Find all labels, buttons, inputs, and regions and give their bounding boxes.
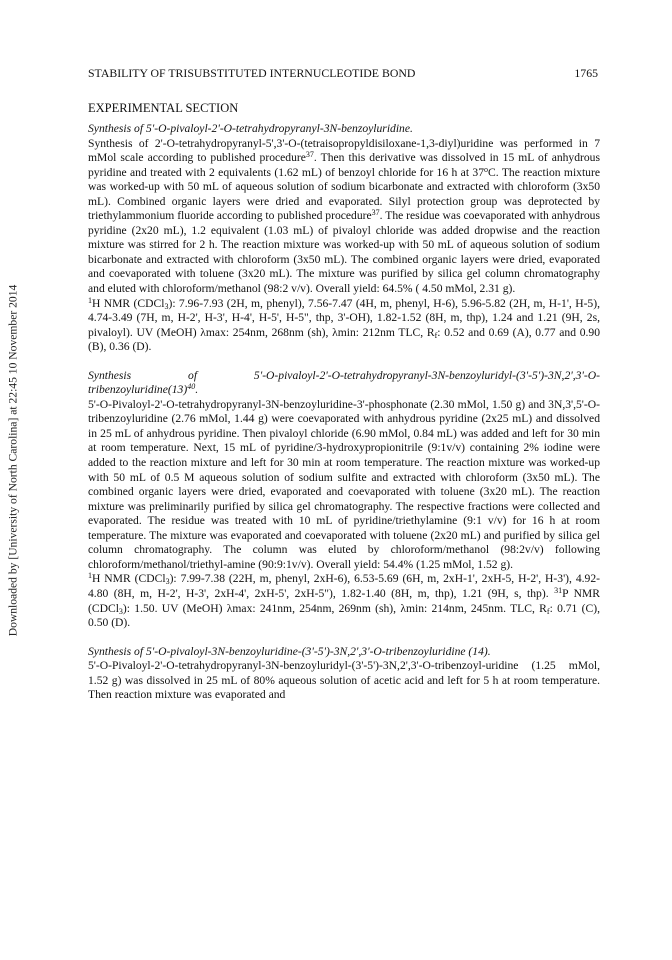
- nmr-data-1: $^1$H NMR (CDCl$_3$): 7.96-7.93 (2H, m, phenyl), 7.56-7.47 (4H, m, phenyl, H-6), 5.96-5.82 (2H, m, H-1', H-5), 4.74-3.49 (7H, m, H-2', H-3', H-4', H-5', H-5", thp, 3'-OH), 1.82-1.52 (8H, m, thp), 1.24 and 1.21 (9H, 2s, pivaloyl). UV (MeOH) λmax: 254nm, 268nm (sh), λmin: 212nm TLC, $R_f$: 0.52 and 0.69 (A), 0.77 and 0.90 (B), 0.36 (D).: [88, 295, 600, 354]
- section-heading: EXPERIMENTAL SECTION: [88, 101, 239, 115]
- subsection-title-2: Synthesis of $5'-O-pivaloyl-2'-O-tetrahydropyranyl-3N-benzoyluridyl-(3'-5')-3N,2',3'-O-tribenzoyluridine(13)^{40}$.: [88, 368, 600, 397]
- running-title: STABILITY OF TRISUBSTITUTED INTERNUCLEOTIDE BOND: [88, 66, 416, 80]
- article-body: [88, 122, 600, 703]
- reference-37: 37: [305, 150, 314, 160]
- procedure-paragraph-1: Synthesis of 2'-O-tetrahydropyranyl-5',3'-O-(tetraisopropyldisiloxane-1,3-diyl)uridine was performed in 7 mMol scale according to published procedure$^{37}$. Then this derivative was dissolved in 15 mL of anhydrous pyridine and treated with 2 equivalents (1.62 mL) of benzoyl chloride for 16 h at 37$^o$C. The reaction mixture was worked-up with 50 mL of aqueous solution of sodium bicarbonate and extracted with chloroform (3x50 mL). Combined organic layers were dried and evaporated. Silyl protection group was deprotected by triethylammonium fluoride according to published procedure$^{37}$. The residue was coevaporated with anhydrous pyridine (2x20 mL), 1.2 equivalent (1.03 mL) of pivaloyl chloride was added dropwise and the reaction mixture was stirred for 2 h. The reaction mixture was worked-up with 50 mL of aqueous solution of sodium bicarbonate and extracted with chloroform (3x50 mL). The combined organic layers were dried, evaporated and coevaporated with toluene (3x20 mL). The mixture was purified by silica gel column chromatography and eluted with chloroform/methanol (98:2 v/v). Overall yield: 64.5% ( 4.50 mMol, 2.31 g).: [88, 136, 600, 296]
- nmr-data-2: $^1$H NMR (CDCl$_3$): 7.99-7.38 (22H, m, phenyl, 2xH-6), 6.53-5.69 (6H, m, 2xH-1', 2xH-5, H-2', H-3'), 4.92-4.80 (8H, m, H-2', H-3', 2xH-4', 2xH-5', 2xH-5"), 1.82-1.40 (8H, m, thp), 1.21 (9H, s, thp). $^{31}$P NMR (CDCl$_3$): 1.50. UV (MeOH) λmax: 241nm, 254nm, 269nm (sh), λmin: 214nm, 245nm. TLC, $R_f$: 0.71 (C), 0.50 (D).: [88, 571, 600, 630]
- subsection-title-1: Synthesis of 5'-O-pivaloyl-2'-O-tetrahydropyranyl-3N-benzoyluridine.: [88, 122, 413, 135]
- reference-37b: 37: [371, 208, 380, 218]
- procedure-paragraph-3: 5'-O-Pivaloyl-2'-O-tetrahydropyranyl-3N-benzoyluridyl-(3'-5')-3N,2',3'-O-tribenzoyl-uridine (1.25 mMol, 1.52 g) was dissolved in 25 mL of 80% aqueous solution of acetic acid and left for 5 h at room temperature. Then reaction mixture was evaporated and: [88, 659, 600, 702]
- degree-sign: o: [484, 164, 489, 174]
- subsection-title-3: Synthesis of 5'-O-pivaloyl-3N-benzoyluridine-(3'-5')-3N,2',3'-O-tribenzoyluridine (14).: [88, 644, 491, 658]
- procedure-paragraph-2: 5'-O-Pivaloyl-2'-O-tetrahydropyranyl-3N-benzoyluridine-3'-phosphonate (2.30 mMol, 1.50 g) and 3N,3',5'-O-tribenzoyluridine (2.76 mMol, 1.44 g) were coevaporated with anhydrous pyridine (2x25 mL) and dissolved in 25 mL of anhydrous pyridine. Then pivaloyl chloride (6.90 mMol, 0.84 mL) was added and left for 30 min at room temperature. Next, 15 mL of pyridine/3-hydroxypropionitrile (9:1v/v) containing 2% iodine were added to the reaction mixture and left for 30 min at room temperature. The reaction mixture was worked-up with 50 mL of 0.5 M aqueous solution of sodium sulfite and extracted with chloroform (3x50 mL). The combined organic layers were dried, evaporated and coevaporated with toluene (3x20 mL). The reaction mixture was preliminarily purified by silica gel chromatography. The respective fractions were collected and evaporated. The residue was treated with 10 mL of pyridine/triethylamine (9:1 v/v) for 16 h at room temperature. The mixture was evaporated and coevaporated with toluene (2x20 mL) and purified by silica gel column chromatography. The column was eluted by chloroform/methanol (98:2v/v) following chloroform/methanol/triethyl-amine (90:9:1v/v). Overall yield: 54.4% (1.25 mMol, 1.52 g).: [88, 397, 600, 571]
- page-header: [88, 66, 598, 81]
- page-number: 1765: [574, 66, 598, 80]
- reference-40: 40: [187, 382, 196, 392]
- download-watermark: [3, 200, 23, 720]
- watermark-text: Downloaded by [University of North Carolina] at 22:45 10 November 2014: [6, 284, 20, 636]
